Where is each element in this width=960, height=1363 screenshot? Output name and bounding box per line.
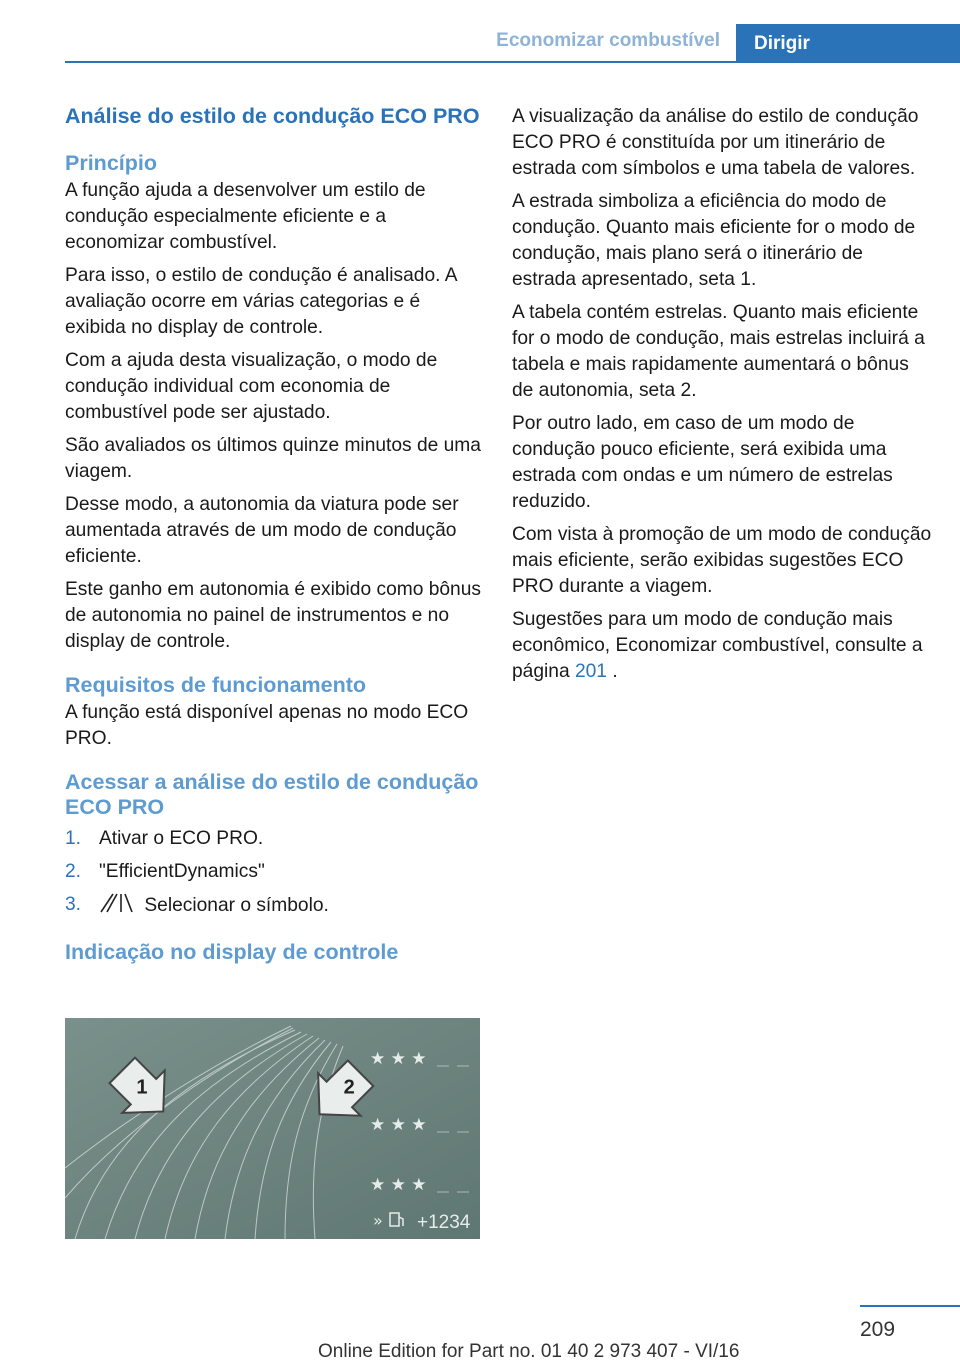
paragraph: Este ganho em autonomia é exibido como bônus de autonomia no painel de instrumentos e no display de controle. [65,579,481,652]
left-column [65,104,485,967]
paragraph: Com a ajuda desta visualização, o modo de condução individual com economia de combustível pode ser ajustado. [65,350,438,423]
list-item [65,892,485,922]
step-text: "EfficientDynamics" [99,861,265,882]
paragraph: A estrada simboliza a eficiência do modo de condução. Quanto mais eficiente for o modo de condução, mais plano será o itinerário de estrada apresentado, seta 1. [512,191,916,290]
star-row: ★ ★ ★ [370,1049,427,1069]
step-number: 3. [65,894,82,915]
arrow-1-label: 1 [136,1076,148,1099]
paragraph: A função ajuda a desenvolver um estilo de condução especialmente eficiente e a economizar combustível. [65,180,426,253]
paragraph: Por outro lado, em caso de um modo de condução pouco eficiente, será exibida uma estrada com ondas e um número de estrelas reduzido. [512,413,893,512]
step-text: Ativar o ECO PRO. [99,828,264,849]
paragraph-with-link [512,607,932,685]
step-number: 1. [65,828,82,849]
paragraph: A visualização da análise do estilo de condução ECO PRO é constituída por um itinerário de estrada com símbolos e uma tabela de valores. [512,106,919,179]
road-symbol-icon [99,892,133,922]
step-number: 2. [65,861,82,882]
list-item [65,826,485,852]
edition-note: Online Edition for Part no. 01 40 2 973 407 - VI/16 [318,1341,740,1362]
paragraph: Para isso, o estilo de condução é analisado. A avaliação ocorre em várias categorias e é exibida no display de controle. [65,265,457,338]
header-section-title: Economizar combustível [496,30,720,51]
paragraph: Com vista à promoção de um modo de condução mais eficiente, serão exibidas sugestões ECO PRO durante a viagem. [512,524,932,597]
heading-principle: Princípio [65,151,157,175]
chevrons-icon: » [373,1211,383,1230]
heading-display: Indicação no display de controle [65,940,399,964]
footer-rule [860,1305,960,1307]
eco-pro-display-illustration [65,1018,480,1239]
star-row: ★ ★ ★ [370,1115,427,1135]
heading-requirements: Requisitos de funcionamento [65,673,367,697]
range-bonus-value: +1234 [417,1212,471,1233]
paragraph: A função está disponível apenas no modo ECO PRO. [65,702,469,749]
eco-pro-display-image [65,1018,480,1239]
heading-access: Acessar a análise do estilo de condução ECO PRO [65,770,479,819]
page-title: Análise do estilo de condução ECO PRO [65,104,480,128]
page-number: 209 [860,1318,896,1341]
list-item [65,859,485,885]
paragraph-text: . [612,661,618,682]
star-row: ★ ★ ★ [370,1175,427,1195]
page-reference-link[interactable]: 201 [574,661,607,682]
step-text: Selecionar o símbolo. [144,895,329,916]
header-chapter-tab: Dirigir [736,24,960,63]
paragraph: São avaliados os últimos quinze minutos de uma viagem. [65,435,481,482]
right-column [512,104,932,692]
arrow-2-label: 2 [343,1076,355,1099]
paragraph: A tabela contém estrelas. Quanto mais eficiente for o modo de condução, mais estrelas incluirá a tabela e mais rapidamente aumentará o bônus de autonomia, seta 2. [512,302,925,401]
paragraph: Desse modo, a autonomia da viatura pode ser aumentada através de um modo de condução eficiente. [65,494,459,567]
header-rule [65,61,960,63]
paragraph-text: Sugestões para um modo de condução mais econômico, Economizar combustível, consulte a página [512,609,923,682]
steps-list [65,826,485,922]
